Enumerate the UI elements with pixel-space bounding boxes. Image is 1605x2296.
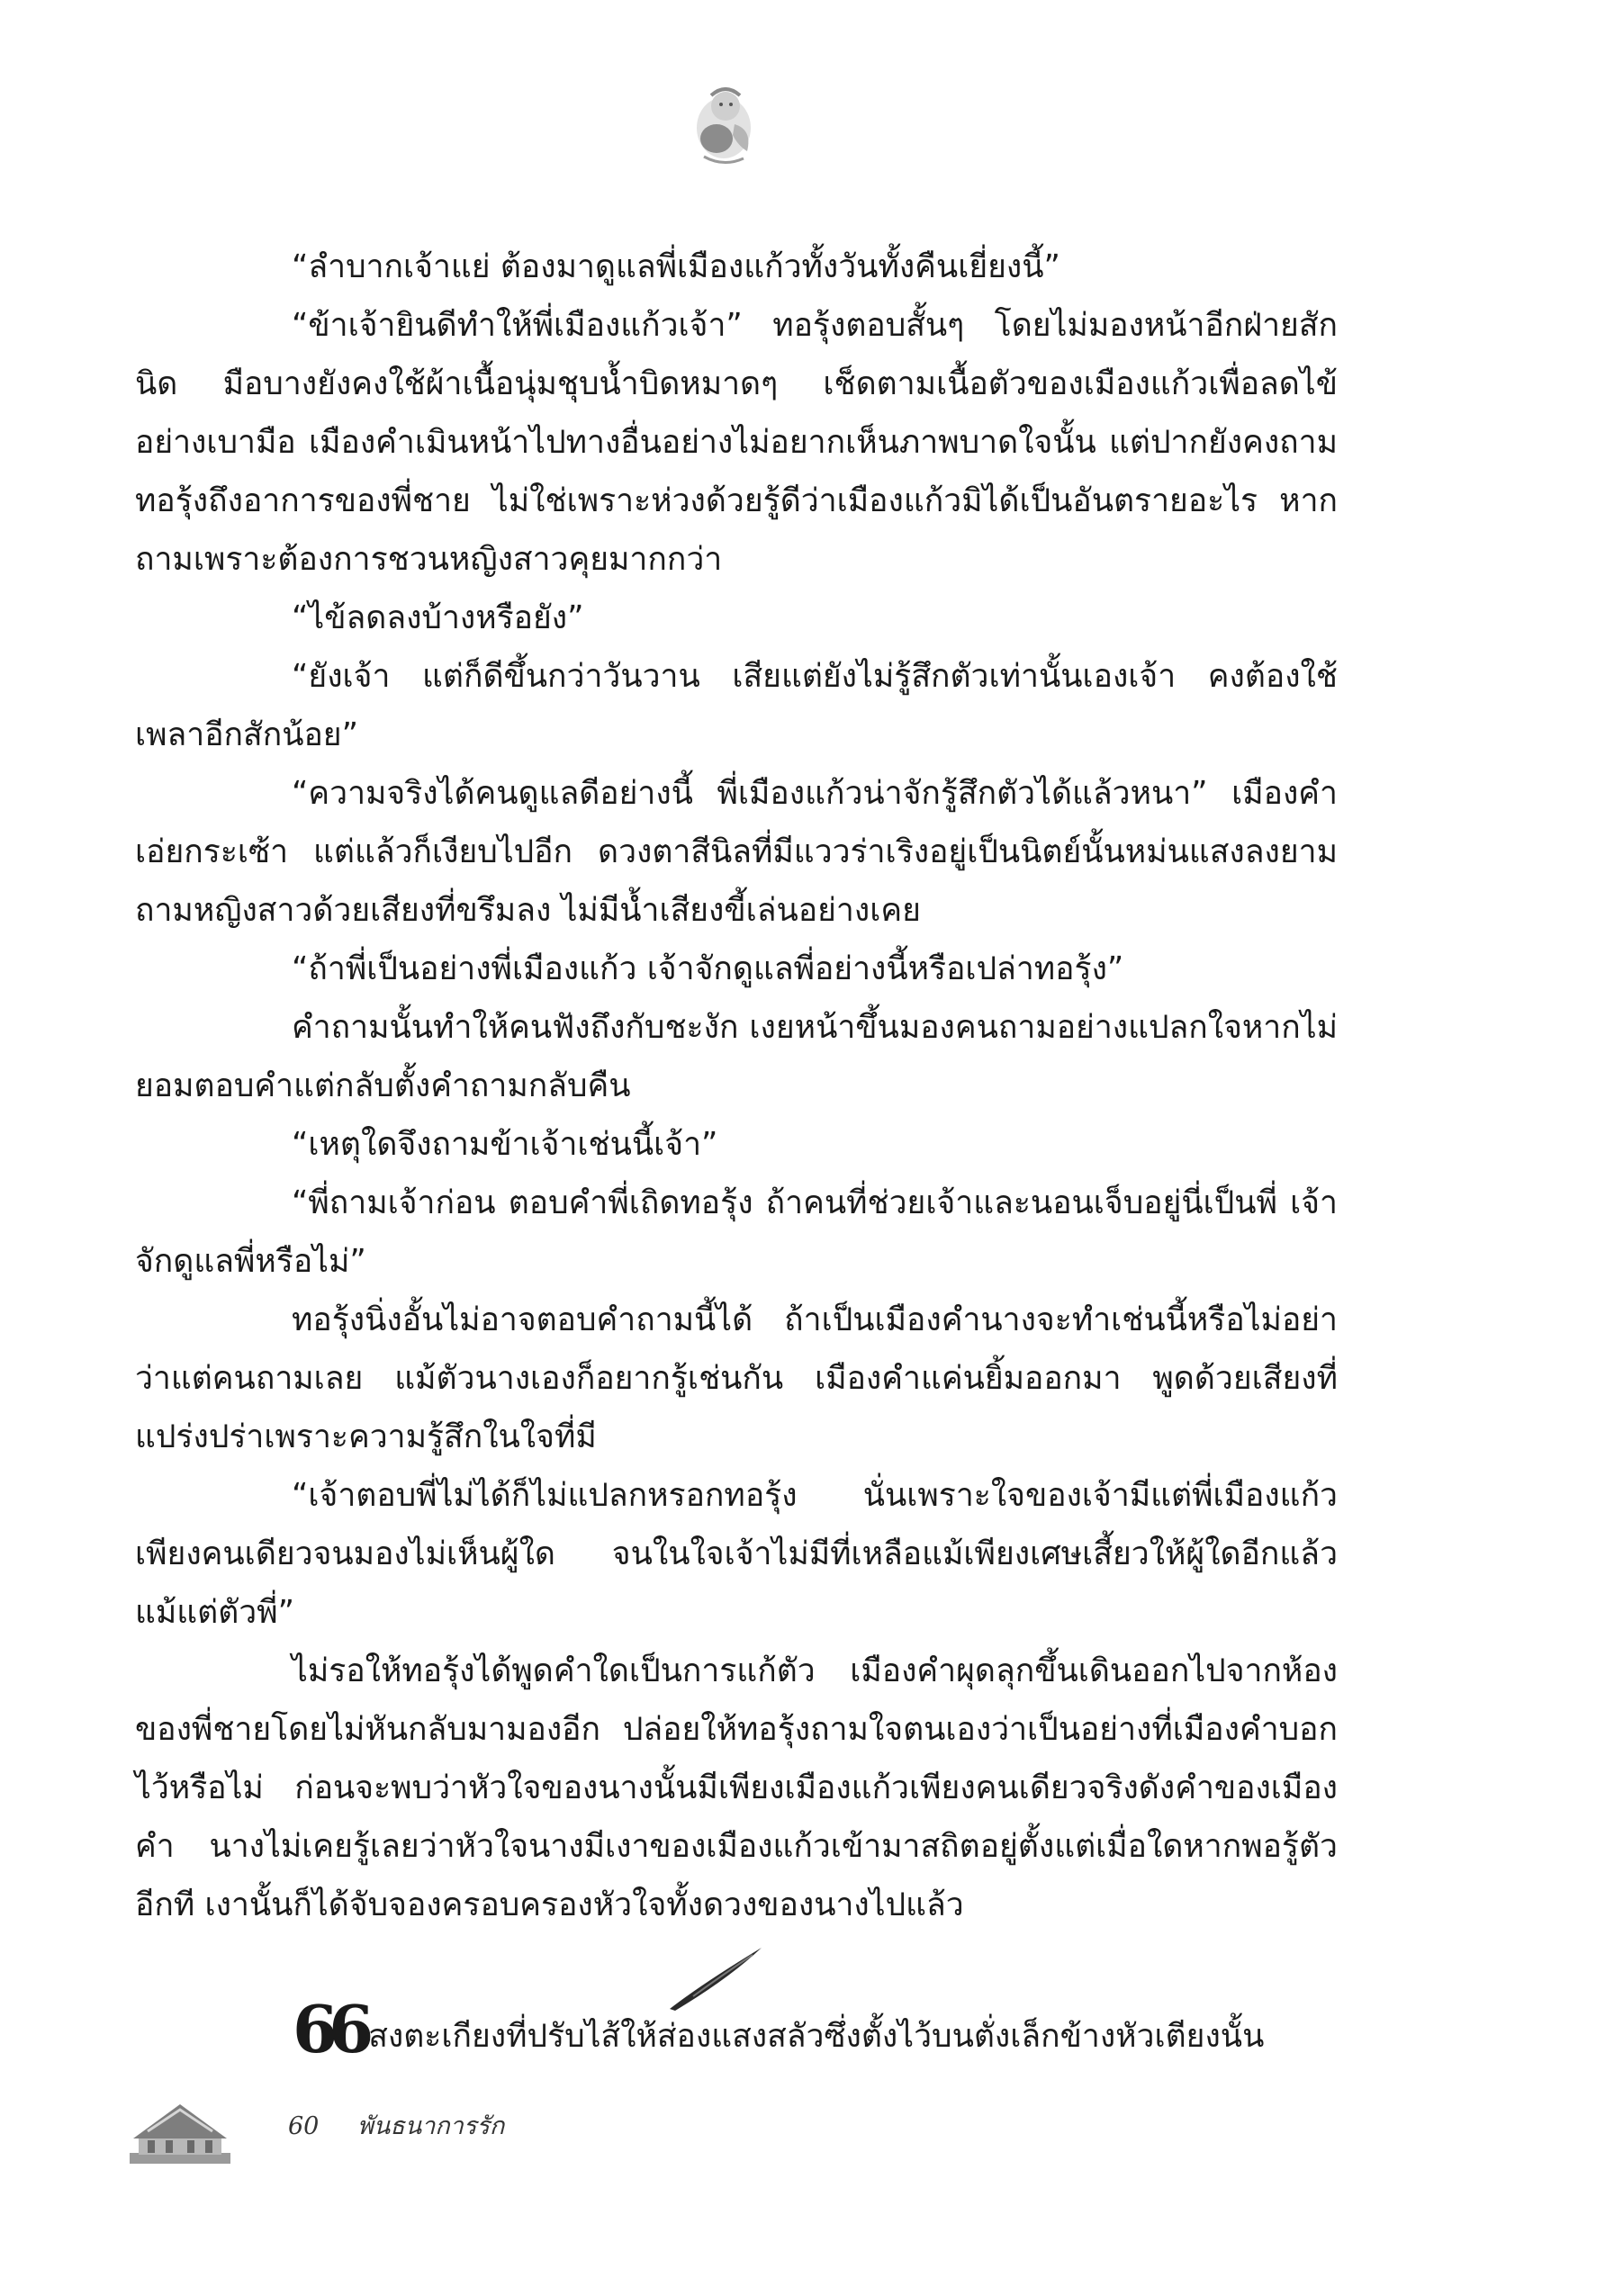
- opening-line-text: สงตะเกียงที่ปรับไส้ให้ส่องแสงสลัวซึ่งตั้งไว้บนตั่งเล็กข้างหัวเตียงนั้น: [368, 2018, 1265, 2055]
- story-text: [135, 238, 1338, 1934]
- paragraph: ไม่รอให้ทอรุ้งได้พูดคำใดเป็นการแก้ตัว เมืองคำผุดลุกขึ้นเดินออกไปจากห้องของพี่ชายโดยไม่หันกลับมามองอีก ปล่อยให้ทอรุ้งถามใจตนเองว่าเป็นอย่างที่เมืองคำบอกไว้หรือไม่ ก่อนจะพบว่าหัวใจของนางนั้นมีเพียงเมืองแก้วเพียงคนเดียวจริงดังคำของเมืองคำ นางไม่เคยรู้เลยว่าหัวใจนางมีเงาของเมืองแก้วเข้ามาสถิตอยู่ตั้งแต่เมื่อใดหากพอรู้ตัวอีกที เงานั้นก็ได้จับจองครอบครองหัวใจทั้งดวงของนางไปแล้ว: [135, 1652, 1338, 1923]
- cherub-ornament-icon: [684, 79, 763, 169]
- paragraph: คำถามนั้นทำให้คนฟังถึงกับชะงัก เงยหน้าขึ้นมองคนถามอย่างแปลกใจหากไม่ยอมตอบคำแต่กลับตั้งคำถามกลับคืน: [135, 1009, 1338, 1104]
- paragraph: “ไข้ลดลงบ้างหรือยัง”: [292, 599, 584, 636]
- book-title: พันธนาการรัก: [356, 2112, 505, 2140]
- paragraph: ทอรุ้งนิ่งอั้นไม่อาจตอบคำถามนี้ได้ ถ้าเป็นเมืองคำนางจะทำเช่นนี้หรือไม่อย่าว่าแต่คนถามเลย แม้ตัวนางเองก็อยากรู้เช่นกัน เมืองคำแค่นยิ้มออกมา พูดด้วยเสียงที่แปร่งปร่าเพราะความรู้สึกในใจที่มี: [135, 1301, 1338, 1455]
- paragraph: “ยังเจ้า แต่ก็ดีขึ้นกว่าวันวาน เสียแต่ยังไม่รู้สึกตัวเท่านั้นเองเจ้า คงต้องใช้เพลาอีกสักน้อย”: [135, 658, 1338, 753]
- paragraph: “เจ้าตอบพี่ไม่ได้ก็ไม่แปลกหรอกทอรุ้ง นั่นเพราะใจของเจ้ามีแต่พี่เมืองแก้วเพียงคนเดียวจนมองไม่เห็นผู้ใด จนในใจเจ้าไม่มีที่เหลือแม้เพียงเศษเสี้ยวให้ผู้ใดอีกแล้ว แม้แต่ตัวพี่”: [135, 1477, 1338, 1631]
- paragraph: “พี่ถามเจ้าก่อน ตอบคำพี่เถิดทอรุ้ง ถ้าคนที่ช่วยเจ้าและนอนเจ็บอยู่นี่เป็นพี่ เจ้าจักดูแลพี่หรือไม่”: [135, 1184, 1338, 1280]
- temple-emblem-icon: [126, 2097, 234, 2167]
- paragraph: “ถ้าพี่เป็นอย่างพี่เมืองแก้ว เจ้าจักดูแลพี่อย่างนี้หรือเปล่าทอรุ้ง”: [292, 950, 1124, 987]
- paragraph: “ลำบากเจ้าแย่ ต้องมาดูแลพี่เมืองแก้วทั้งวันทั้งคืนเยี่ยงนี้”: [292, 248, 1060, 285]
- page-number: 60: [288, 2112, 320, 2140]
- paragraph: “เหตุใดจึงถามข้าเจ้าเช่นนี้เจ้า”: [292, 1126, 718, 1163]
- paragraph: “ข้าเจ้ายินดีทำให้พี่เมืองแก้วเจ้า” ทอรุ้งตอบสั้นๆ โดยไม่มองหน้าอีกฝ่ายสักนิด มือบางยังคงใช้ผ้าเนื้อนุ่มชุบน้ำบิดหมาดๆ เช็ดตามเนื้อตัวของเมืองแก้วเพื่อลดไข้อย่างเบามือ เมืองคำเมินหน้าไปทางอื่นอย่างไม่อยากเห็นภาพบาดใจนั้น แต่ปากยังคงถามทอรุ้งถึงอาการของพี่ชาย ไม่ใช่เพราะห่วงด้วยรู้ดีว่าเมืองแก้วมิได้เป็นอันตรายอะไร หากถามเพราะต้องการชวนหญิงสาวคุยมากกว่า: [135, 307, 1338, 578]
- page-footer: [288, 2106, 504, 2145]
- quote-mark: 66: [293, 1991, 365, 2067]
- section-opening-line: [293, 1991, 1346, 2068]
- paragraph: “ความจริงได้คนดูแลดีอย่างนี้ พี่เมืองแก้วน่าจักรู้สึกตัวได้แล้วหนา” เมืองคำเอ่ยกระเซ้า แต่แล้วก็เงียบไปอีก ดวงตาสีนิลที่มีแววร่าเริงอยู่เป็นนิตย์นั้นหม่นแสงลงยามถามหญิงสาวด้วยเสียงที่ขรึมลง ไม่มีน้ำเสียงขี้เล่นอย่างเคย: [135, 775, 1338, 929]
